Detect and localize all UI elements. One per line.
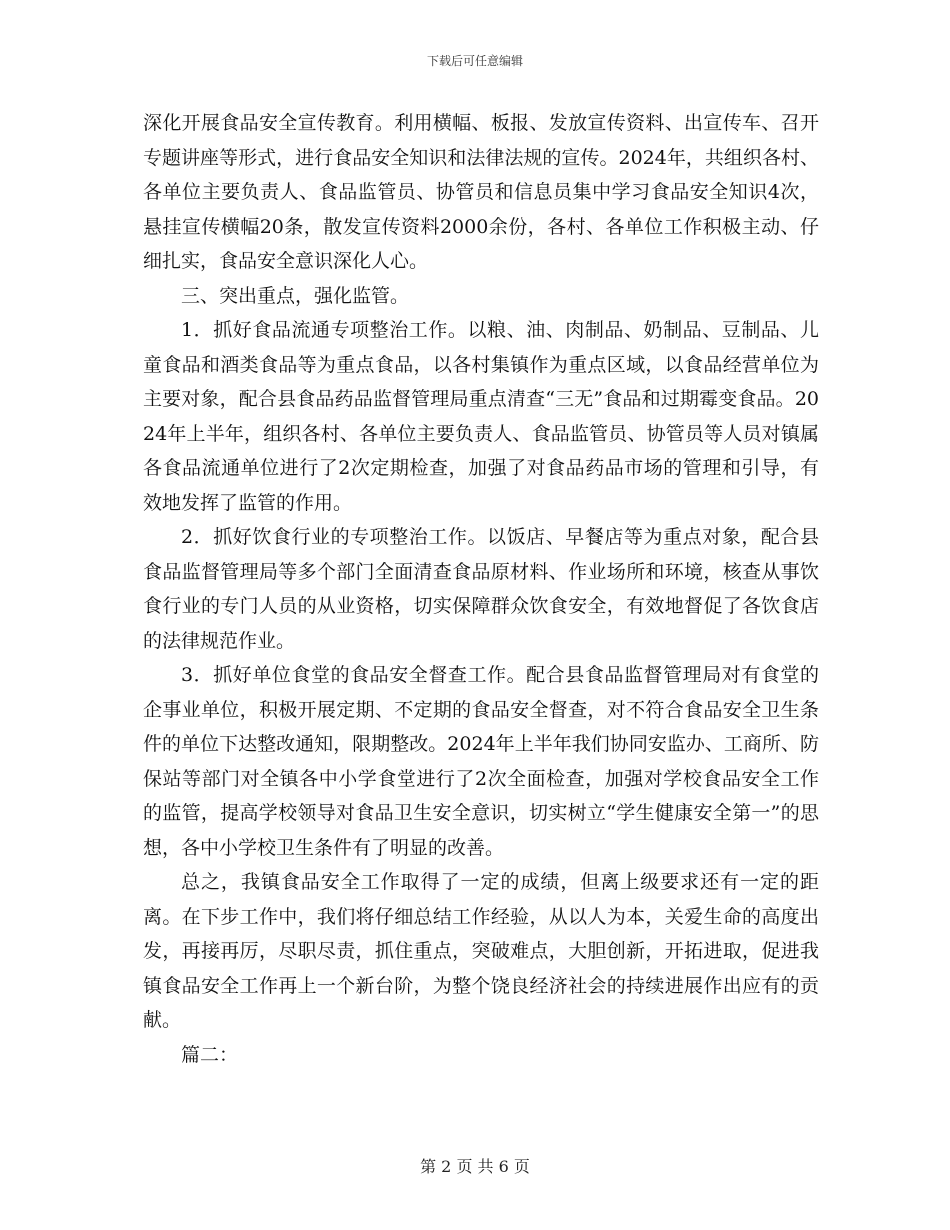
paragraph-publicity: 深化开展食品安全宣传教育。利用横幅、板报、发放宣传资料、出宣传车、召开专题讲座等形式，进行食品安全知识和法律法规的宣传。2024年，共组织各村、各单位主要负责人、食品监管员、协管员和信息员集中学习食品安全知识4次，悬挂宣传横幅20条，散发宣传资料2000余份，各村、各单位工作积极主动、仔细扎实，食品安全意识深化人心。	[143, 112, 819, 272]
page-number-footer: 第 2 页 共 6 页	[420, 1157, 530, 1176]
paragraph-item-2: 2．抓好饮食行业的专项整治工作。以饭店、早餐店等为重点对象，配合县食品监督管理局等多个部门全面清查食品原材料、作业场所和环境，核查从事饮食行业的专门人员的从业资格，切实保障群众饮食安全，有效地督促了各饮食店的法律规范作业。	[143, 526, 819, 652]
document-body	[143, 106, 819, 1072]
paragraph-item-3: 3．抓好单位食堂的食品安全督查工作。配合县食品监督管理局对有食堂的企事业单位，积极开展定期、不定期的食品安全督查，对不符合食品安全卫生条件的单位下达整改通知，限期整改。2024年上半年我们协同安监办、工商所、防保站等部门对全镇各中小学食堂进行了2次全面检查，加强对学校食品安全工作的监管，提高学校领导对食品卫生安全意识，切实树立“学生健康安全第一”的思想，各中小学校卫生条件有了明显的改善。	[143, 664, 819, 859]
paragraph-summary: 总之，我镇食品安全工作取得了一定的成绩，但离上级要求还有一定的距离。在下步工作中，我们将仔细总结工作经验，从以人为本，关爱生命的高度出发，再接再厉，尽职尽责，抓住重点，突破难点，大胆创新，开拓进取，促进我镇食品安全工作再上一个新台阶，为整个饶良经济社会的持续进展作出应有的贡献。	[143, 871, 819, 1031]
paragraph-item-1: 1．抓好食品流通专项整治工作。以粮、油、肉制品、奶制品、豆制品、儿童食品和酒类食品等为重点食品，以各村集镇作为重点区域，以食品经营单位为主要对象，配合县食品药品监督管理局重点清查“三无”食品和过期霉变食品。2024年上半年，组织各村、各单位主要负责人、食品监管员、协管员等人员对镇属各食品流通单位进行了2次定期检查，加强了对食品药品市场的管理和引导，有效地发挥了监管的作用。	[143, 319, 819, 514]
header-note: 下载后可任意编辑	[426, 54, 523, 68]
section-heading-3: 三、突出重点，强化监管。	[181, 284, 410, 307]
section-heading-part-2: 篇二：	[181, 1043, 239, 1066]
